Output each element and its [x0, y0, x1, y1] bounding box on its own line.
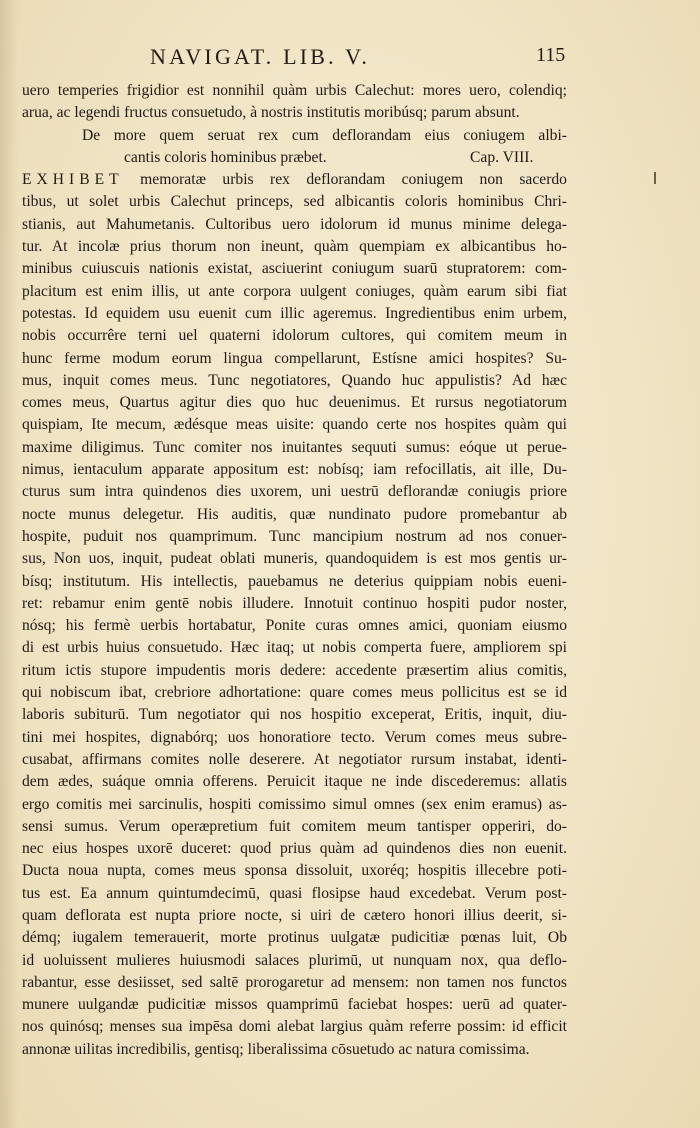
text-line: tus est. Ea annum quintumdecimū, quasi flosipse haud excedebat. Verum post-: [22, 884, 567, 902]
running-title: NAVIGAT. LIB. V.: [150, 44, 371, 69]
text-line: Ducta noua nupta, comes meus sponsa dissoluit, uxoréq; hospitis illecebre poti-: [22, 862, 567, 880]
text-line: rabantur, esse desiisset, sed saltē prorogaretur ad mensem: non tamen nos functos: [22, 973, 567, 991]
chapter-heading-line-1: De more quem seruat rex cum deflorandam eius coniugem albi-: [82, 126, 567, 144]
text-line: cusabat, affirmans comites nolle deserere. At negotiator rursum instabat, identi-: [22, 750, 567, 768]
text-line: quam deflorata est nupta priore nocte, si uiri de cætero honori illius deerit, si-: [22, 906, 567, 924]
text-line: ergo comitis mei sarcinulis, hospiti comissimo simul omnes (sex enim eramus) as-: [22, 795, 567, 813]
text-line: démq; iugalem temerauerit, morte protinus uulgatæ pudicitiæ pœnas luit, Ob: [22, 929, 567, 947]
opening-word: EXHIBET: [22, 171, 124, 189]
text-line: nimus, ientaculum apparate appositum est: nobísq; iam refocillatis, ait ille, Du-: [22, 461, 567, 479]
text-line: potestas. Id equidem usu euenit cum illic ageremus. Ingredientibus enim urbem,: [22, 304, 567, 322]
text-line: nósq; his fermè uerbis hortabatur, Ponite curas omnes amici, quoniam eiusmo: [22, 617, 567, 635]
text-line: uero temperies frigidior est nonnihil quàm urbis Calechut: mores uero, colendiq;: [22, 82, 567, 99]
text-line: nos quinósq; menses sua impēsa domi alebat largius quàm referre possim: id efficit: [22, 1018, 567, 1036]
text-line: annonæ uilitas incredibilis, gentisq; liberalissima cōsuetudo ac natura comissima.: [22, 1040, 530, 1058]
text-line: nec eius hospes uxorē duceret: quod prius quàm ad quindenos dies non euenit.: [22, 840, 567, 858]
text-line: maxime diligimus. Tunc comiter nos inuitantes sequuti sumus: eóque ut perue-: [22, 438, 567, 456]
text-line: mus, inquit comes meus. Tunc negotiatores, Quando huc appulistis? Ad hæc: [22, 371, 567, 389]
text-block: [22, 80, 567, 1061]
running-head: [0, 44, 700, 72]
text-line: tini mei hospites, dignabórq; uos honoratiore tecto. Verum comes meus subre-: [22, 728, 567, 746]
chapter-label: Cap. VIII.: [470, 148, 534, 166]
text-line: stianis, aut Mahumetanis. Cultoribus uero idolorum id munus minime delega-: [22, 215, 567, 233]
text-line: arua, ac legendi fructus consuetudo, à nostris institutis moribúsq; parum absunt.: [22, 104, 520, 122]
text-line: cturus sum intra quindenos dies uxorem, uni uestrū deflorandæ coniugis priore: [22, 483, 567, 501]
text-line: dem ædes, suáque omnia offerens. Peruicit itaque ne inde discederemus: allatis: [22, 773, 567, 791]
margin-mark: [654, 172, 656, 184]
text-line: tur. At incolæ prius thorum non ineunt, quàm quempiam ex albicantibus ho-: [22, 238, 567, 256]
page-edge-shadow: [0, 0, 18, 1128]
text-line: id uoluissent mulieres huiusmodi salaces plurimū, ut nunquam nox, qua deflo-: [22, 951, 567, 969]
text-line: munere uulgandæ pudicitiæ missos quamprimū faciebat hospes: uerū ad quater-: [22, 996, 567, 1014]
text-line: ritum ictis stupore impudentis moris dedere: accedente præsertim alius comitis,: [22, 661, 567, 679]
text-line: comes meus, Quartus agitur dies quo huc deuenimus. Et rursus negotiatorum: [22, 394, 567, 412]
opening-text: memoratæ urbis rex deflorandam coniugem non sacerdo: [140, 171, 567, 189]
text-line: nobis occurrêre terni uel quaterni idolorum cultores, qui comitem meum in: [22, 327, 567, 345]
text-line: qui nobiscum ibat, crebriore adhortatione: quare comes meus pollicitus est se id: [22, 684, 567, 702]
text-line: laboris subiturū. Tum negotiator qui nos hospitio exceperat, Eritis, inquit, diu-: [22, 706, 567, 724]
text-line: bísq; institutum. His intellectis, pauebamus ne deterius quippiam nobis eueni-: [22, 572, 567, 590]
page-number: 115: [536, 44, 566, 66]
opening-line: [22, 169, 567, 191]
text-line: sensi sumus. Verum operæpretium fuit comitem meum tantisper opperiri, do-: [22, 817, 567, 835]
text-line: quispiam, Ite mecum, ædésque meas uisite: quando certe nos hospites quàm qui: [22, 416, 567, 434]
text-line: minibus cuiuscuis nationis existat, asciuerint coniugum suarū stupratorem: com-: [22, 260, 567, 278]
text-line: tibus, ut solet urbis Calechut princeps, sed albicantis coloris hominibus Chri-: [22, 193, 567, 211]
text-line: sus, Non uos, inquit, pudeat oblati muneris, quandoquidem is est mos gentis ur-: [22, 550, 567, 568]
chapter-heading-text: cantis coloris hominibus præbet.: [124, 148, 327, 166]
text-line: nocte munus delegetur. His auditis, quæ nundinato pudore promebantur ab: [22, 505, 567, 523]
text-line: placitum est enim illis, ut ante corpora uulgent coniuges, quàm earum sibi fiat: [22, 282, 567, 300]
text-line: di est urbis huius consuetudo. Hæc itaq; ut nobis comperta fuere, ampliorem spi: [22, 639, 567, 657]
chapter-heading-line-2: [22, 147, 567, 169]
text-line: hospite, puduit nos quamprimum. Tunc mancipium nostrum ad nos conuer-: [22, 527, 567, 545]
text-line: hunc ferme modum eorum lingua compellarunt, Estísne amici hospites? Su-: [22, 349, 567, 367]
text-line: ret: rebamur enim gentē nobis illudere. Innotuit continuo hospiti pudor noster,: [22, 594, 567, 612]
